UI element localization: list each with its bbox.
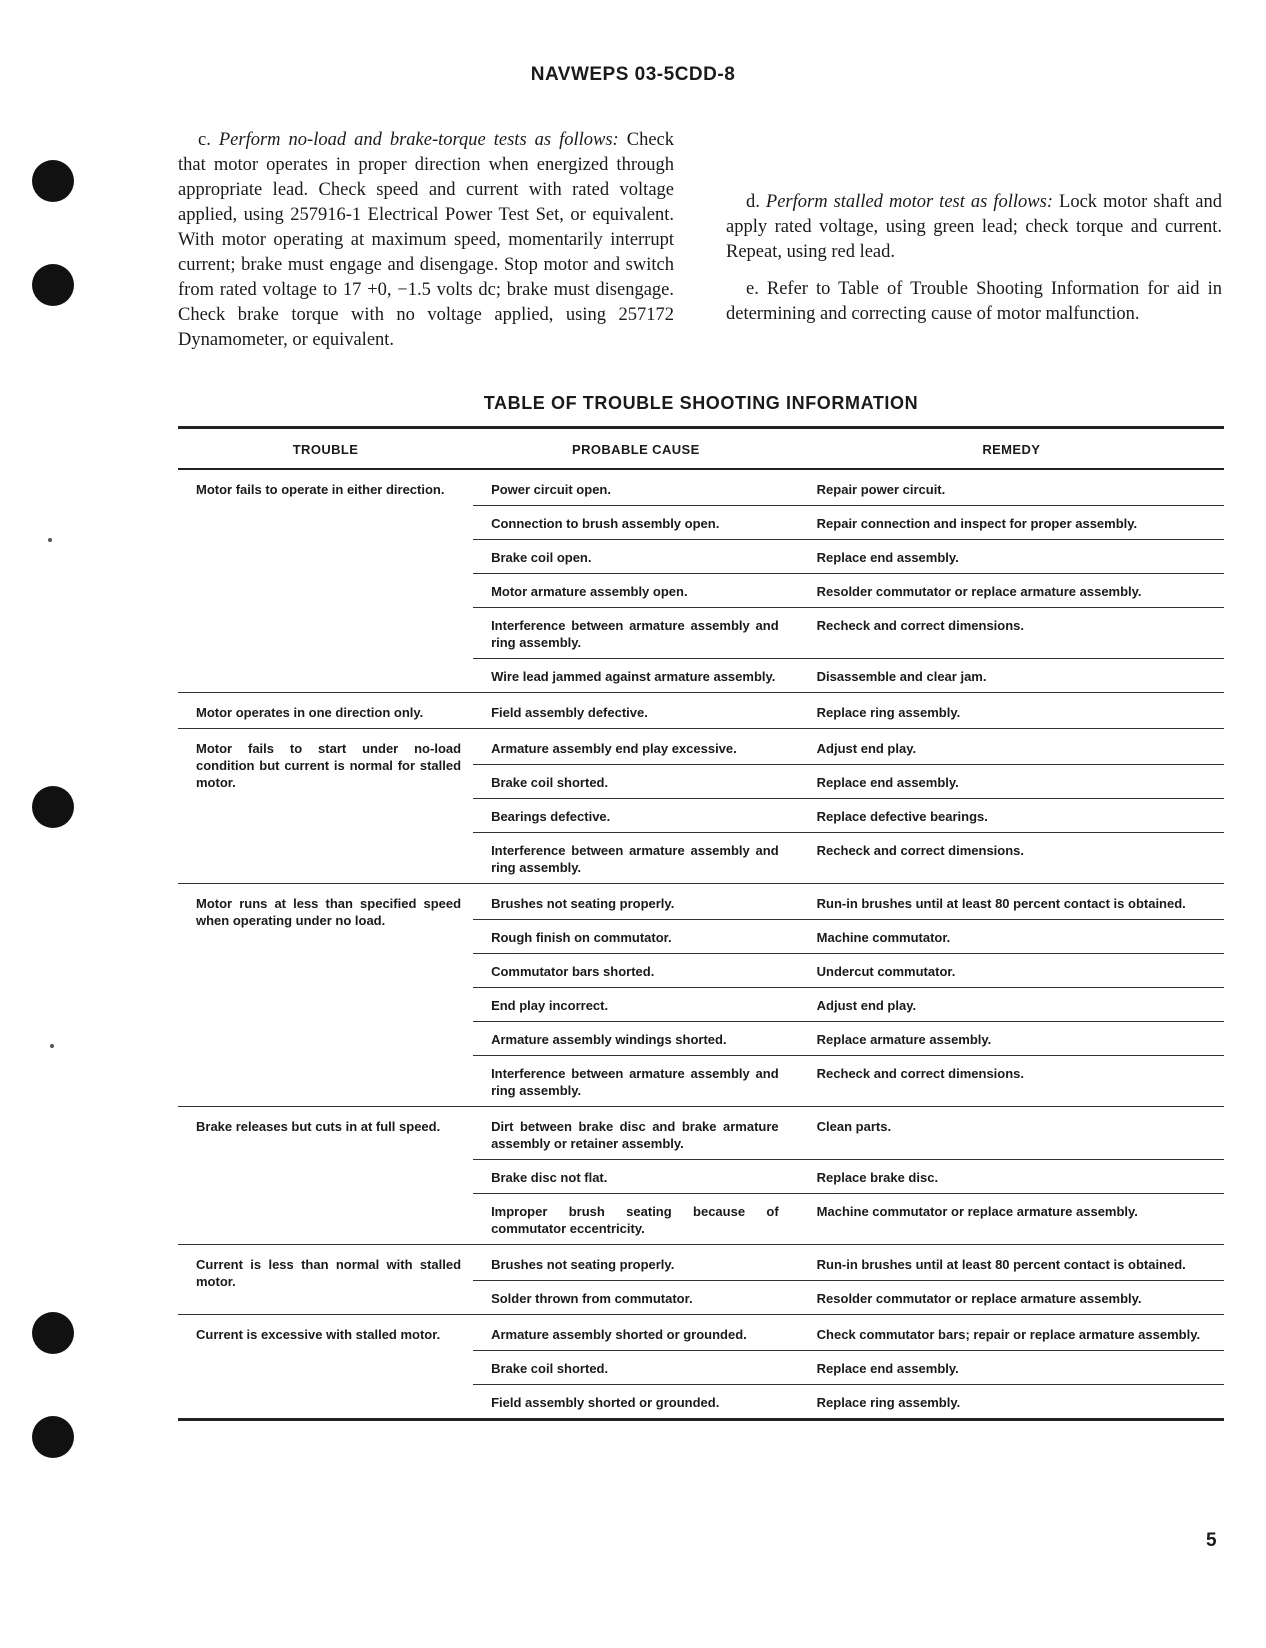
probable-cause-cell: Brake disc not flat. — [473, 1160, 799, 1194]
remedy-cell: Recheck and correct dimensions. — [799, 608, 1224, 659]
para-c-heading: Perform no-load and brake-torque tests as follows: — [218, 130, 619, 150]
para-d-body: Lock motor shaft and apply rated voltage, using green lead; check torque and current. Repeat, using red lead. — [726, 192, 1223, 262]
probable-cause-cell: Field assembly defective. — [491, 705, 648, 720]
para-d-lead: d. — [746, 192, 760, 212]
trouble-cell: Motor fails to start under no-load condition but current is normal for stalled motor. — [196, 741, 462, 790]
speck — [48, 538, 52, 542]
para-c-body: Check that motor operates in proper direction when energized through appropriate lead. Check speed and current with rated voltage applied, using 257916-1 Electrical Power Test Set, or equivalent. With motor operating at maximum speed, momentarily interrupt current; brake must engage and disengage. Stop motor and switch from rated voltage to 17 +0, −1.5 volts dc; brake must disengage. Check brake torque with no voltage applied, using 257172 Dynamometer, or equivalent. — [178, 130, 675, 350]
table-row — [178, 469, 1224, 506]
probable-cause-cell: Field assembly shorted or grounded. — [491, 1395, 720, 1410]
probable-cause-cell: Power circuit open. — [473, 469, 799, 506]
probable-cause-cell: Solder thrown from commutator. — [491, 1291, 693, 1306]
remedy-cell: Replace end assembly. — [799, 765, 1224, 799]
column-header-trouble: TROUBLE — [178, 428, 473, 470]
paragraph-e: e. Refer to Table of Trouble Shooting Information for aid in determining and correcting cause of motor malfunction. — [726, 279, 1222, 324]
probable-cause-cell: Interference between armature assembly and ring assembly. — [491, 843, 779, 875]
probable-cause-cell: Connection to brush assembly open. — [473, 506, 799, 540]
remedy-cell: Recheck and correct dimensions. — [816, 843, 1025, 858]
probable-cause-cell: Brushes not seating properly. — [473, 884, 799, 920]
punch-hole — [32, 1416, 74, 1458]
column-header-probable-cause: PROBABLE CAUSE — [473, 428, 799, 470]
document-id-header: NAVWEPS 03-5CDD-8 — [530, 64, 736, 85]
remedy-cell: Replace end assembly. — [799, 540, 1224, 574]
probable-cause-cell: Armature assembly shorted or grounded. — [473, 1315, 799, 1351]
punch-hole — [32, 786, 74, 828]
page-number: 5 — [1206, 1530, 1217, 1551]
table-bottom-rule — [178, 1418, 1224, 1421]
text-column-left — [178, 128, 674, 365]
trouble-cell: Brake releases but cuts in at full speed. — [196, 1119, 441, 1134]
probable-cause-cell: Brake coil shorted. — [473, 765, 799, 799]
trouble-cell: Motor operates in one direction only. — [196, 705, 424, 720]
table-row — [178, 1315, 1224, 1351]
text-column-right — [726, 128, 1222, 339]
speck — [50, 1044, 54, 1048]
remedy-cell: Undercut commutator. — [799, 954, 1224, 988]
trouble-cell: Motor fails to operate in either direction. — [196, 482, 445, 497]
probable-cause-cell: Brake coil open. — [473, 540, 799, 574]
table-header-row — [178, 428, 1224, 470]
remedy-cell: Machine commutator or replace armature assembly. — [816, 1204, 1138, 1219]
punch-hole — [32, 264, 74, 306]
trouble-cell: Current is less than normal with stalled motor. — [196, 1257, 462, 1289]
remedy-cell: Adjust end play. — [799, 729, 1224, 765]
remedy-cell: Machine commutator. — [799, 920, 1224, 954]
probable-cause-cell: Bearings defective. — [473, 799, 799, 833]
trouble-cell: Current is excessive with stalled motor. — [196, 1327, 441, 1342]
probable-cause-cell: End play incorrect. — [473, 988, 799, 1022]
probable-cause-cell: Rough finish on commutator. — [473, 920, 799, 954]
remedy-cell: Replace ring assembly. — [816, 705, 961, 720]
remedy-cell: Replace defective bearings. — [799, 799, 1224, 833]
remedy-cell: Replace end assembly. — [799, 1351, 1224, 1385]
remedy-cell: Run-in brushes until at least 80 percent contact is obtained. — [799, 1245, 1224, 1281]
column-header-remedy: REMEDY — [799, 428, 1224, 470]
table-row — [178, 1107, 1224, 1160]
punch-hole — [32, 1312, 74, 1354]
remedy-cell: Adjust end play. — [799, 988, 1224, 1022]
trouble-cell: Motor runs at less than specified speed when operating under no load. — [196, 896, 462, 928]
troubleshooting-table-grid — [178, 426, 1224, 1418]
remedy-cell: Resolder commutator or replace armature assembly. — [816, 1291, 1142, 1306]
remedy-cell: Recheck and correct dimensions. — [816, 1066, 1025, 1081]
remedy-cell: Clean parts. — [799, 1107, 1224, 1160]
remedy-cell: Replace ring assembly. — [816, 1395, 961, 1410]
remedy-cell: Replace armature assembly. — [799, 1022, 1224, 1056]
table-title: TABLE OF TROUBLE SHOOTING INFORMATION — [483, 393, 919, 413]
remedy-cell: Disassemble and clear jam. — [816, 669, 987, 684]
remedy-cell: Repair power circuit. — [799, 469, 1224, 506]
punch-hole — [32, 160, 74, 202]
troubleshooting-table — [178, 426, 1224, 1421]
remedy-cell: Resolder commutator or replace armature assembly. — [799, 574, 1224, 608]
probable-cause-cell: Wire lead jammed against armature assembly. — [491, 669, 776, 684]
probable-cause-cell: Improper brush seating because of commutator eccentricity. — [491, 1204, 779, 1236]
para-d-heading: Perform stalled motor test as follows: — [765, 192, 1054, 212]
table-row — [178, 693, 1224, 729]
para-c-lead: c. — [198, 130, 211, 150]
probable-cause-cell: Armature assembly end play excessive. — [473, 729, 799, 765]
remedy-cell: Replace brake disc. — [799, 1160, 1224, 1194]
remedy-cell: Run-in brushes until at least 80 percent contact is obtained. — [799, 884, 1224, 920]
paragraph-c — [178, 128, 674, 353]
remedy-cell: Repair connection and inspect for proper assembly. — [799, 506, 1224, 540]
table-row — [178, 729, 1224, 765]
probable-cause-cell: Motor armature assembly open. — [473, 574, 799, 608]
probable-cause-cell: Armature assembly windings shorted. — [473, 1022, 799, 1056]
probable-cause-cell: Commutator bars shorted. — [473, 954, 799, 988]
table-row — [178, 884, 1224, 920]
probable-cause-cell: Interference between armature assembly and ring assembly. — [473, 608, 799, 659]
table-body — [178, 469, 1224, 1418]
remedy-cell: Check commutator bars; repair or replace armature assembly. — [799, 1315, 1224, 1351]
probable-cause-cell: Dirt between brake disc and brake armature assembly or retainer assembly. — [473, 1107, 799, 1160]
paragraph-d — [726, 190, 1222, 265]
probable-cause-cell: Interference between armature assembly and ring assembly. — [491, 1066, 779, 1098]
probable-cause-cell: Brushes not seating properly. — [473, 1245, 799, 1281]
table-row — [178, 1245, 1224, 1281]
probable-cause-cell: Brake coil shorted. — [473, 1351, 799, 1385]
